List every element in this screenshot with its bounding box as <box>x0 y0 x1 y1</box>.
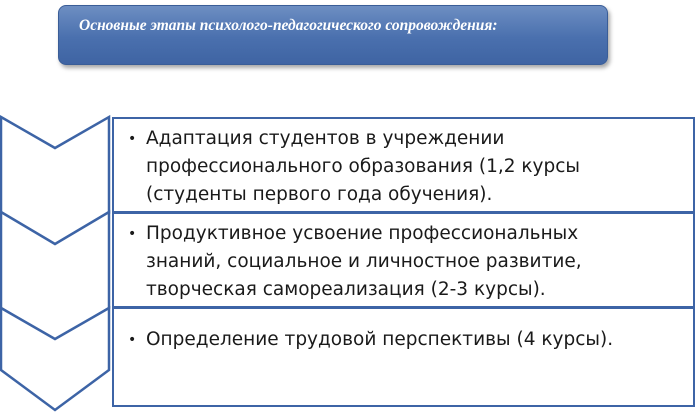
stage-box-1 <box>112 117 695 213</box>
stage-box-2 <box>112 212 695 308</box>
title-banner <box>58 5 608 65</box>
stage-line: Адаптация студентов в учреждении <box>146 128 505 149</box>
stage-line: знаний, социальное и личностное развитие, <box>146 251 582 272</box>
stage-item-3 <box>128 326 685 354</box>
stage-item-2 <box>128 220 685 304</box>
bullet-icon: • <box>128 131 137 147</box>
stage-text <box>146 220 685 304</box>
chevron-stage-1 <box>1 117 109 245</box>
diagram-title: Основные этапы психолого-педагогического сопровождения: <box>79 17 498 34</box>
stage-line: (студенты первого года обучения). <box>146 184 493 205</box>
stage-text <box>146 125 685 209</box>
bullet-icon: • <box>128 332 137 348</box>
stage-line: Продуктивное усвоение профессиональных <box>146 223 579 244</box>
stage-box-3 <box>112 307 695 407</box>
chevron-stage-2 <box>1 212 109 340</box>
bullet-icon: • <box>128 226 137 242</box>
stage-text <box>146 326 685 354</box>
stage-line: профессионального образования (1,2 курсы <box>146 156 581 177</box>
stage-line: Определение трудовой перспективы (4 курсы). <box>146 329 614 350</box>
stage-item-1 <box>128 125 685 209</box>
stage-line: творческая самореализация (2-3 курсы). <box>146 279 546 300</box>
chevron-stage-3 <box>1 308 109 410</box>
